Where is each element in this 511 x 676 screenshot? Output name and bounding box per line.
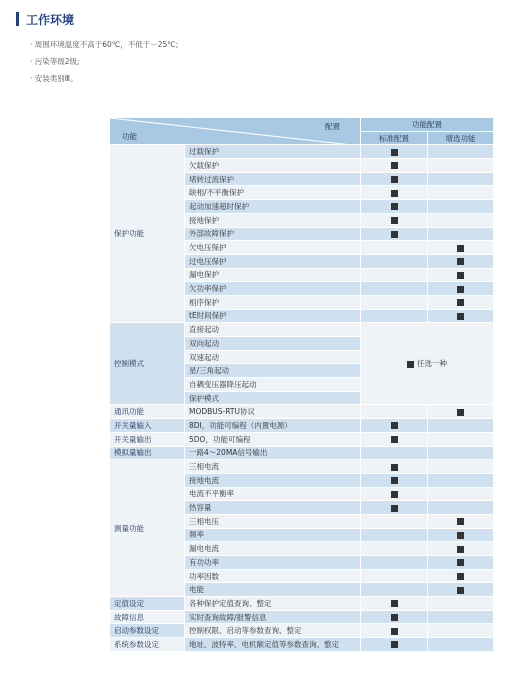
standard-cell [361,528,428,542]
standard-cell [361,159,428,173]
function-group-cell: 定值设定 [110,597,185,611]
optional-cell [428,487,494,501]
selected-square-icon [391,190,398,197]
selected-square-icon [391,464,398,471]
optional-cell [428,282,494,296]
header-standard: 标准配置 [361,131,428,145]
optional-cell [428,309,494,323]
feature-label: 自耦变压器降压起动 [185,378,361,392]
header-function: 功能 [122,132,137,142]
feature-label: 有功功率 [185,556,361,570]
feature-label: 热容量 [185,501,361,515]
feature-label: 保护模式 [185,391,361,405]
selected-square-icon [391,614,398,621]
optional-cell [428,556,494,570]
feature-label: 起动加速超时保护 [185,200,361,214]
standard-cell [361,597,428,611]
optional-cell [428,583,494,597]
feature-label: 控制权限、启动等参数查询、整定 [185,624,361,638]
feature-label: 实时查询故障/报警信息 [185,610,361,624]
feature-label: 双向起动 [185,337,361,351]
optional-cell [428,610,494,624]
optional-cell [428,405,494,419]
selected-square-icon [391,628,398,635]
feature-label: 三相电流 [185,460,361,474]
header-optional: 增选功能 [428,131,494,145]
feature-label: 漏电电流 [185,542,361,556]
bullet-list [30,36,178,87]
feature-label: 电能 [185,583,361,597]
standard-cell [361,309,428,323]
optional-cell [428,569,494,583]
feature-label: 直接起动 [185,323,361,337]
standard-cell [361,241,428,255]
selected-square-icon [391,217,398,224]
feature-label: 一路4～20MA信号输出 [185,446,361,460]
table-row [110,145,494,159]
function-group-cell: 通讯功能 [110,405,185,419]
table-row [110,597,494,611]
standard-cell [361,542,428,556]
standard-cell [361,473,428,487]
standard-cell [361,227,428,241]
feature-label: 过载保护 [185,145,361,159]
selected-square-icon [391,477,398,484]
optional-cell [428,145,494,159]
selected-square-icon [391,436,398,443]
standard-cell [361,460,428,474]
function-group-cell: 开关量输出 [110,432,185,446]
header-diagonal-line [110,118,361,145]
section-title: 工作环境 [26,12,75,27]
feature-label: 接地电流 [185,473,361,487]
function-group-cell: 保护功能 [110,145,185,323]
optional-cell [428,159,494,173]
selected-square-icon [391,600,398,607]
bullet-item: · 安装类别Ⅲ。 [30,70,178,87]
feature-table [109,117,494,652]
selected-square-icon [391,491,398,498]
feature-label: 星/三角起动 [185,364,361,378]
standard-cell [361,268,428,282]
feature-label: 欠电压保护 [185,241,361,255]
optional-cell [428,514,494,528]
selected-square-icon [391,422,398,429]
optional-cell [428,200,494,214]
selected-square-icon [391,203,398,210]
optional-cell [428,501,494,515]
selected-square-icon [457,409,464,416]
selected-square-icon [391,641,398,648]
table-row [110,624,494,638]
selected-square-icon [457,587,464,594]
selected-square-icon [457,245,464,252]
feature-label: 外部故障保护 [185,227,361,241]
optional-cell [428,213,494,227]
feature-label: 缺相/不平衡保护 [185,186,361,200]
standard-cell [361,624,428,638]
feature-label: 功率因数 [185,569,361,583]
function-group-cell: 启动参数设定 [110,624,185,638]
feature-label: 各种保护定值查询、整定 [185,597,361,611]
feature-label: 8DI，功能可编程（内置电源） [185,419,361,433]
selected-square-icon [457,546,464,553]
standard-cell [361,419,428,433]
standard-cell [361,282,428,296]
feature-label: 5DO，功能可编程 [185,432,361,446]
standard-cell [361,610,428,624]
table-row [110,638,494,652]
optional-cell [428,432,494,446]
header-diagonal-cell [110,118,361,145]
table-body [110,145,494,651]
table-row [110,419,494,433]
selected-square-icon [457,573,464,580]
bullet-item: · 污染等级2级; [30,53,178,70]
optional-cell [428,227,494,241]
table-row [110,432,494,446]
bullet-item: · 周围环境温度不高于60℃，不低于－25℃; [30,36,178,53]
section-header [16,10,74,28]
feature-label: 接地保护 [185,213,361,227]
standard-cell [361,186,428,200]
function-group-cell: 模拟量输出 [110,446,185,460]
standard-cell [361,213,428,227]
standard-cell [361,405,428,419]
feature-label: 频率 [185,528,361,542]
optional-cell [428,186,494,200]
selected-square-icon [457,518,464,525]
table-row [110,405,494,419]
feature-label: tE时间保护 [185,309,361,323]
feature-label: MODBUS-RTU协议 [185,405,361,419]
feature-label: 双速起动 [185,350,361,364]
standard-cell [361,556,428,570]
feature-label: 地址、波特率、电机额定值等参数查询、整定 [185,638,361,652]
header-function-config: 功能配置 [361,118,494,132]
optional-cell [428,473,494,487]
control-mode-note-cell [361,323,494,405]
optional-cell [428,172,494,186]
selected-square-icon [457,272,464,279]
feature-label: 电流不平衡率 [185,487,361,501]
optional-cell [428,419,494,433]
function-group-cell: 故障信息 [110,610,185,624]
selected-square-icon [457,313,464,320]
optional-cell [428,542,494,556]
selected-square-icon [391,231,398,238]
standard-cell [361,446,428,460]
feature-label: 相序保护 [185,295,361,309]
selected-square-icon [457,299,464,306]
selected-square-icon [407,361,414,368]
selected-square-icon [457,258,464,265]
function-group-cell: 开关量输入 [110,419,185,433]
optional-cell [428,446,494,460]
standard-cell [361,145,428,159]
function-group-cell: 系统参数设定 [110,638,185,652]
table-row [110,460,494,474]
selected-square-icon [391,505,398,512]
table-row [110,446,494,460]
feature-label: 漏电保护 [185,268,361,282]
standard-cell [361,514,428,528]
table-row [110,323,494,337]
optional-cell [428,638,494,652]
feature-label: 三相电压 [185,514,361,528]
feature-label: 欠载保护 [185,159,361,173]
standard-cell [361,583,428,597]
function-group-cell: 测量功能 [110,460,185,597]
standard-cell [361,254,428,268]
optional-cell [428,597,494,611]
standard-cell [361,487,428,501]
feature-label: 欠功率保护 [185,282,361,296]
selected-square-icon [391,176,398,183]
optional-cell [428,241,494,255]
selected-square-icon [457,532,464,539]
control-mode-note: 任选一种 [417,359,447,369]
table-row [110,610,494,624]
standard-cell [361,295,428,309]
selected-square-icon [457,286,464,293]
selected-square-icon [457,559,464,566]
standard-cell [361,638,428,652]
optional-cell [428,268,494,282]
selected-square-icon [391,149,398,156]
function-group-cell: 控制模式 [110,323,185,405]
standard-cell [361,501,428,515]
optional-cell [428,295,494,309]
optional-cell [428,460,494,474]
optional-cell [428,528,494,542]
standard-cell [361,172,428,186]
standard-cell [361,569,428,583]
feature-label: 堵转过流保护 [185,172,361,186]
standard-cell [361,200,428,214]
optional-cell [428,624,494,638]
optional-cell [428,254,494,268]
section-marker [16,12,19,26]
selected-square-icon [391,162,398,169]
feature-label: 过电压保护 [185,254,361,268]
standard-cell [361,432,428,446]
header-config: 配置 [325,122,340,131]
